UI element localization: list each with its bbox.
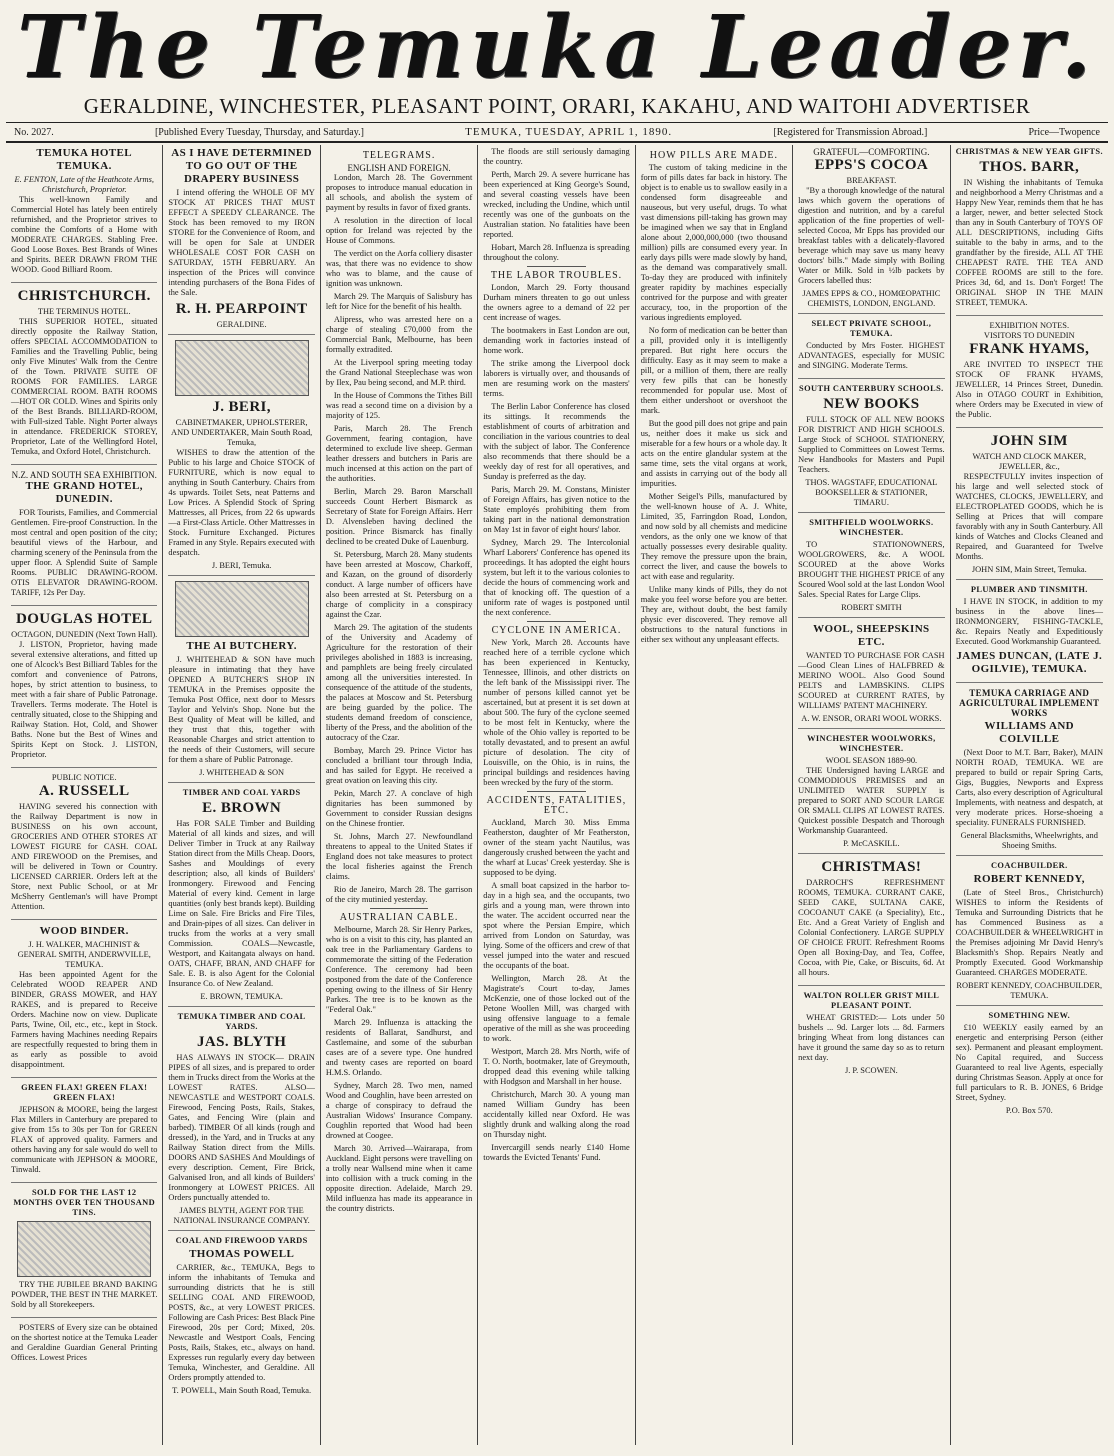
ad-heading: THE AI BUTCHERY. — [186, 640, 297, 652]
section-heading: THE LABOR TROUBLES. — [490, 270, 623, 281]
ad-subheading: WOOL SEASON 1889-90. — [825, 756, 918, 765]
news-paragraph: Alipress, who was arrested here on a charge of stealing £70,000 from the Commercial Bank, Melbourne, has been formally extradited. — [325, 315, 473, 354]
ad-heading: CHRISTMAS! — [821, 859, 922, 875]
elephant-trademark-icon — [17, 1221, 151, 1277]
ad-baking-powder — [11, 1188, 157, 1318]
news-paragraph: No form of medication can be better than a pill, provided only it is intelligently prepared. But right here occurs the difficulty. Easy as it may seem to make a pill, or a million of them, there are really very few pills that can be honestly recommended for popular use. Most of them either undershoot or overshoot the mark. — [640, 326, 788, 415]
column-4 — [478, 145, 635, 1445]
ad-heading: COACHBUILDER. — [990, 861, 1068, 870]
ad-body: WANTED TO PURCHASE FOR CASH—Good Clean Lines of HALFBRED & MERINO WOOL. Also Good Sound PELTS and LAMBSKINS. CLIPS SCOURED at CURRENT RATES, by WILLIAMS' PATENT MACHINERY. — [798, 651, 945, 710]
ad-title: NEW BOOKS — [823, 396, 920, 412]
section-heading: AUSTRALIAN CABLE. — [339, 912, 459, 923]
ad-heading: TEMUKA CARRIAGE AND AGRICULTURAL IMPLEMENT WORKS — [959, 688, 1100, 718]
ad-subheading: J. H. WALKER, MACHINIST & GENERAL SMITH, ANDERWVILLE, TEMUKA. — [17, 940, 151, 969]
ad-heading: GREEN FLAX! GREEN FLAX! GREEN FLAX! — [21, 1083, 148, 1102]
ad-timber-coal-brown — [168, 788, 314, 1007]
ad-title: WILLIAMS AND COLVILLE — [984, 720, 1075, 745]
issue-date: TEMUKA, TUESDAY, APRIL 1, 1890. — [465, 126, 673, 138]
section-heading: CYCLONE IN AMERICA. — [491, 625, 622, 636]
ad-signature: ROBERT KENNEDY, COACHBUILDER, TEMUKA. — [956, 981, 1103, 1000]
ad-place: GERALDINE. — [216, 320, 267, 329]
column-7 — [951, 145, 1108, 1445]
ad-subheading: VISITORS TO DUNEDIN — [983, 331, 1075, 340]
ad-heading: TEMUKA HOTEL TEMUKA. — [36, 147, 132, 172]
ad-heading: DOUGLAS HOTEL — [15, 611, 153, 627]
ad-signature: J. BERI, Temuka. — [211, 561, 272, 570]
ad-walton-mill — [798, 991, 944, 1080]
ad-subheading: CABINETMAKER, UPHOLSTERER, AND UNDERTAKER, Main South Road, Temuka, — [171, 418, 313, 447]
news-paragraph: A resolution in the direction of local option for Ireland was rejected by the House of Commons. — [325, 216, 473, 245]
ad-heading: WOOD BINDER. — [39, 925, 129, 937]
ad-green-flax — [11, 1083, 157, 1183]
divider — [527, 266, 586, 267]
news-paragraph: Perth, March 29. A severe hurricane has been experienced at King George's Sound, and several coasting vessels have been wrecked, including the Undine, which until recently was one of the gunboats on the Australian station. No fatalities have been reported. — [483, 170, 630, 239]
column-5 — [636, 145, 793, 1445]
ad-body: HAVING severed his connection with the Railway Department is now in BUSINESS on his own account, GROCERIES AND OTHER STORES AT LOWEST FIGURE for CASH. COAL AND FIREWOOD on the Premises, and will be delivered in Town or Country. LICENSED CARRIER. Orders left at the Store, next Public School, or at Mr McSherry Gentleman's will have Prompt Attention. — [11, 802, 158, 911]
ad-signature: T. POWELL, Main South Road, Temuka. — [172, 1386, 312, 1395]
ad-heading: PLUMBER AND TINSMITH. — [970, 585, 1088, 594]
column-1 — [6, 145, 163, 1445]
news-paragraph: Pekin, March 27. A conclave of high dignitaries has been summoned by Government to consider Russian designs on the Chinese frontier. — [325, 789, 473, 828]
ad-heading: TEMUKA TIMBER AND COAL YARDS. — [177, 1012, 306, 1031]
ad-body: THE Undersigned having LARGE and COMMODIOUS PREMISES and an UNLIMITED WATER SUPPLY is prepared to SORT AND SCOUR LARGE OR SMALL CLIPS AT LOWEST RATES. Quickest possible Despatch and Thorough Workmanship Guaranteed. — [798, 766, 945, 835]
ad-body: Has FOR SALE Timber and Building Material of all kinds and sizes, and will Deliver Timber in Truck at any Railway Station direct from the Mills Cheap. Doors, Sashes and Mouldings of every description; also, all kinds of Builders' Ironmongery. Firewood and Fencing Material of every kind. Cement in large quantities (only best brands kept). Building Lime on Sale. Fire Bricks and Fire Tiles, and Drain-pipes of all sizes. Can deliver in trucks from the works at a very small Commission. COALS—Newcastle, Westport, and Kaitangata always on hand. OATS, CHAFF, BRAN, AND CHAFF for Sale. E. B. is also Agent for the Colonial Insurance Co. of New Zealand. — [168, 819, 315, 988]
section-heading: HOW PILLS ARE MADE. — [649, 150, 779, 161]
ad-heading: J. BERI, — [212, 399, 271, 415]
ad-winchester-woolworks — [798, 734, 944, 854]
ad-wood-binder — [11, 925, 157, 1078]
issue-number: No. 2027. — [14, 126, 54, 138]
ad-drapery-clearance — [168, 147, 314, 335]
ad-body: J. WHITEHEAD & SON have much pleasure in intimating that they have OPENED A BUTCHER'S SHOP IN TEMUKA in the Premises opposite the Temuka Post Office, next door to Messrs Taylor and Yelvin's Shop. None but the Best Quality of Meat will be killed, and they trust that this, together with Reasonable Charges and strict attention to the needs of their Customers, will secure for them a share of Public Patronage. — [168, 655, 315, 764]
ad-body: (Late of Steel Bros., Christchurch) WISHES to inform the Residents of Temuka and Surrounding Districts that he has Commenced Business as a COACHBUILDER & WHEELWRIGHT in the Premises adjoining Mr David Henry's Blacksmith's Shop. Repairs Neatly and Promptly Executed. Good Workmanship Guaranteed. CHARGES MODERATE. — [955, 888, 1103, 977]
ad-heading: SELECT PRIVATE SCHOOL, TEMUKA. — [811, 319, 932, 338]
newspaper-subtitle: GERALDINE, WINCHESTER, PLEASANT POINT, ORARI, KAKAHU, AND WAITOHI ADVERTISER — [83, 94, 1031, 118]
ad-body: IN Wishing the inhabitants of Temuka and neighborhood a Merry Christmas and a Happy New Year, reminds them that he has a larger, newer, and better selected Stock than any in South Canterbury of TOYS OF ALL DESCRIPTIONS, including Gifts suitable to the baby in arms, and to the grandfather by the fireside, ALL AT THE CHEAPEST RATE. THE TEA AND COFFEE ROOMS are still to the fore. Prices 3d, 6d, and 1s. Don't Forget! The ORIGINAL SHOP IN THE MAIN STREET, TEMUKA. — [955, 178, 1103, 307]
ad-body: THIS SUPERIOR HOTEL, situated directly opposite the Railway Station, offers SPECIAL ACCOMMODATION to Families and the Travelling Public, being only Five Minutes' Walk from the Centre of the Town. PRIVATE SUITE OF ROOMS FOR FAMILIES. LARGE COMMERCIAL ROOM. BATH ROOMS—HOT OR COLD. Wines and Spirits only of the Best Brands. BILLIARD-ROOM, with Full-sized Table. Night Porter always in attendance. FREDERICK STOREY, Proprietor, Late of the Wellingford Hotel, Temuka, and Oxford Hotel, Christchurch. — [11, 317, 158, 456]
ad-signature: R. H. PEARPOINT — [175, 301, 308, 317]
news-paragraph: Unlike many kinds of Pills, they do not make you feel worse before you are better. They are, without doubt, the best family physic ever discovered. They remove all obstructions to the natural functions in either sex without any unpleasant effects. — [640, 585, 788, 644]
ad-epps-cocoa — [798, 147, 944, 314]
section-heading: ACCIDENTS, FATALITIES, ETC. — [486, 795, 627, 816]
ad-body: This well-known Family and Commercial Hotel has lately been entirely refurnished, and the Proprietor strives to combine the Comforts of a Home with MODERATE CHARGES. Stabling Free. Good Loose Boxes. Best Brands of Wines and Spirits. BEER DRAWN FROM THE WOOD. Good Billiard Room. — [11, 195, 158, 274]
ad-signature: P.O. Box 570. — [1005, 1106, 1053, 1115]
ad-body: I intend offering the WHOLE OF MY STOCK AT PRICES THAT MUST EFFECT A SPEEDY CLEARANCE. The Stock has been removed to my IRON STORE for the Convenience of Room, and will be open for Sale at UNDER WHOLESALE COST FOR CASH on SATURDAY, 15TH FEBRUARY. An inspection of the Prices will convince intending purchasers of the Bona Fides of the Sale. — [168, 188, 315, 297]
newspaper-title: The Temuka Leader. — [17, 2, 1097, 94]
registration-note: [Registered for Transmission Abroad.] — [773, 126, 928, 138]
sofa-illustration-icon — [175, 340, 309, 396]
ad-subheading: THE TERMINUS HOTEL. — [37, 307, 131, 316]
news-paragraph: The Berlin Labor Conference has closed its sittings. It recommends the establishment of courts of arbitration and conciliation in the various countries to deal with the subject of labor. The Conference also recommends that there should be a weekly day of rest for all operatives, and Sunday is preferred as the day. — [483, 402, 630, 481]
ad-signature: JAMES BLYTH, AGENT FOR THE NATIONAL INSURANCE COMPANY. — [173, 1206, 310, 1225]
ad-body: WHEAT GRISTED:— Lots under 50 bushels ... 9d. Larger lots ... 8d. Farmers bringing Wheat from long distances can have it ground the same day so as to return next day. — [798, 1013, 945, 1062]
news-paragraph: Auckland, March 30. Miss Emma Featherston, daughter of Mr Featherston, owner of the steam yacht Nautilus, was dangerously crushed between the yacht and the wharf at Lucas' Creek yesterday. She is supposed to be dying. — [483, 818, 630, 877]
ad-body: POSTERS of Every size can be obtained on the shortest notice at the Temuka Leader and Geraldine Guardian General Printing Offices. Lowest Prices — [11, 1323, 158, 1362]
news-paragraph: In the House of Commons the Tithes Bill was read a second time on a division by a majority of 125. — [325, 391, 473, 420]
news-paragraph: The verdict on the Aorfa colliery disaster was, that there was no evidence to show who was to blame, and the cause of ignition was unknown. — [325, 249, 473, 288]
ad-body: I HAVE IN STOCK, in addition to my business in the above lines—IRONMONGERY, FISHING-TACKLE, &c. Repairs Neatly and Expeditiously Executed. Good Workmanship Guaranteed. — [955, 597, 1103, 646]
ad-title: FRANK HYAMS, — [969, 341, 1090, 357]
ad-body: £10 WEEKLY easily earned by an energetic and enterprising Person (either sex). Permanent and pleasant employment. No Capital required, and Success Guaranteed to real live Agents, especially during Christmas Season. Apply at once for full particulars to R. B. JONES, 6 Bridge Street, Sydney. — [955, 1023, 1103, 1102]
ad-body: TRY THE JUBILEE BRAND BAKING POWDER, THE BEST IN THE MARKET. Sold by all Storekeepers. — [11, 1280, 158, 1309]
news-paragraph: Hobart, March 28. Influenza is spreading throughout the colony. — [483, 243, 630, 262]
news-paragraph: Paris, March 28. The French Government, fearing contagion, have determined to exclude live sheep. German leather dressers and butchers in Paris are much incensed at this action on the part of the authorities. — [325, 424, 473, 483]
ad-body: DARROCH'S REFRESHMENT ROOMS, TEMUKA. CURRANT CAKE, SEED CAKE, SULTANA CAKE, COCOANUT CAKE (a Speciality), Etc., Etc. And a Great Variety of English and Colonial Confectionery. LARGE SUPPLY OF CHOICE FRUIT. Refreshment Rooms Open all Boxing-Day, and Tea, Coffee, Cocoa, with Pie, Cake, or Biscuits, 6d. At all hours. — [798, 878, 945, 977]
price: Price—Twopence — [1028, 126, 1100, 138]
news-paragraph: Sydney, March 29. The Intercolonial Wharf Laborers' Conference has opened its proceedings. It has adopted the eight hours system, but left it to the various colonies to decide the hours of commencing work and that of knocking off. The question of a uniform rate of wages is postponed until the next conference. — [483, 538, 630, 617]
news-paragraph: Rio de Janeiro, March 28. The garrison of the city mutinied yesterday. — [325, 885, 473, 904]
dateline — [6, 122, 1108, 143]
ad-signature: General Blacksmiths, Wheelwrights, and Shoeing Smiths. — [960, 831, 1098, 850]
news-paragraph: London, March 28. The Government proposes to introduce manual education in all schools, and abolish the system of payment by results in favor of fixed grants. — [325, 173, 473, 212]
ad-subheading: E. BROWN — [202, 800, 282, 816]
divider — [527, 791, 586, 792]
ad-body: FULL STOCK OF ALL NEW BOOKS FOR DISTRICT AND HIGH SCHOOLS. Large Stock of SCHOOL STATIONERY, Supplied to Committees on Lowest Terms. New Handbooks for Masters and Pupil Teachers. — [798, 415, 945, 474]
news-paragraph: St. Johns, March 27. Newfoundland threatens to appeal to the United States if England does not take measures to protect the local fisheries against the French claims. — [325, 832, 473, 881]
column-3 — [321, 145, 478, 1445]
news-paragraph: March 29. Influenza is attacking the residents of Ballarat, Sandhurst, and Castlemaine, and some of the suburban cases are of a severe type. One hundred and twenty cases are reported on board H.M.S. Orlando. — [325, 1018, 473, 1077]
ad-heading: SOLD FOR THE LAST 12 MONTHS OVER TEN THOUSAND TINS. — [13, 1188, 156, 1217]
section-heading: TELEGRAMS. — [362, 150, 436, 161]
news-paragraph: Berlin, March 29. Baron Marschall succeeds Count Herbert Bismarck as Secretary of State for Foreign Affairs. Herr D. Alvensleben having declined the position. Prince Bismarck has finally declined to be created Duke of Lauenburg. — [325, 487, 473, 546]
ad-subheading: BREAKFAST. — [846, 176, 897, 185]
news-paragraph: Melbourne, March 28. Sir Henry Parkes, who is on a visit to this city, has planted an oak tree in the Parliamentary Gardens to commemorate the sitting of the Federation Conference. The ceremony had been postponed from the date of the Conference opening owing to the illness of Sir Henry Parkes. The tree is to be known as the "Federal Oak." — [325, 925, 473, 1014]
ad-signature: A. W. ENSOR, ORARI WOOL WORKS. — [801, 714, 942, 723]
ad-terminus-hotel — [11, 288, 157, 465]
ad-grand-hotel — [11, 470, 157, 606]
news-paragraph: The strike among the Liverpool dock laborers is virtually over, and thousands of men are resuming work on the masters' terms. — [483, 359, 630, 398]
ad-heading: JOHN SIM — [990, 433, 1068, 449]
ad-heading: TIMBER AND COAL YARDS — [182, 788, 301, 797]
ad-body: FOR Tourists, Families, and Commercial Gentlemen. Fire-proof Construction. In the most central and open position of the city; beautiful views of the Harbour, and charming scenery of the Peninsula from the upper floor. A Splendid Suite of Sample Rooms. PUBLIC DRAWING-ROOM. OTIS ELEVATOR DRAWING-ROOM. TARIFF, 12s Per Day. — [11, 508, 158, 597]
ad-heading: GRATEFUL—COMFORTING. — [813, 147, 930, 157]
ad-heading: CHRISTMAS & NEW YEAR GIFTS. — [955, 147, 1103, 156]
news-paragraph: Invercargill sends nearly £140 Home towards the Evicted Tenants' Fund. — [483, 1143, 630, 1162]
ad-subheading: WATCH AND CLOCK MAKER, JEWELLER, &c., — [972, 452, 1087, 471]
ad-subheading: OCTAGON, DUNEDIN (Next Town Hall). — [11, 630, 158, 639]
ad-body: ARE INVITED TO INSPECT THE STOCK OF FRANK HYAMS, JEWELLER, 14 Princes Street, Dunedin. Also in OTAGO COURT in Exhibition, where Orders may be Executed in view of the Public. — [955, 360, 1103, 419]
ad-frank-hyams — [956, 321, 1103, 428]
ad-heading: AS I HAVE DETERMINED TO GO OUT OF THE DRAPERY BUSINESS — [171, 147, 312, 185]
ad-signature: J. WHITEHEAD & SON — [199, 768, 285, 777]
ad-subheading: A. RUSSELL — [38, 783, 130, 799]
ad-body: JEPHSON & MOORE, being the largest Flax Millers in Canterbury are prepared to give from 15s to 30s per Ton for GREEN FLAX of approved quality. Farmers and others having any for sale would do well to communicate with JEPHSON & MOORE, Tinwald. — [11, 1105, 158, 1174]
ad-subheading: JAS. BLYTH — [196, 1034, 287, 1050]
ad-body: WISHES to draw the attention of the Public to his large and Choice STOCK of FURNITURE, which is now equal to anything in South Canterbury. Chairs from 4s upwards. Toilet Sets, neat Patterns and Low Prices. A Splendid Stock of Spring Mattresses, all Prices, from 22 6s upwards—a First-Class Article. Other Mattresses in Stock. Furniture Exchanged. Pictures Framed in any Style. Repairs executed with despatch. — [168, 448, 315, 557]
news-paragraph: Bombay, March 29. Prince Victor has concluded a brilliant tour through India, and has sailed for Egypt. He received a great ovation on leaving this city. — [325, 746, 473, 785]
ad-new-books — [798, 384, 944, 513]
masthead — [6, 0, 1108, 143]
ad-signature: JAMES DUNCAN, (LATE J. OGILVIE), TEMUKA. — [956, 650, 1103, 675]
news-paragraph: But the good pill does not gripe and pain us, neither does it make us sick and miserable for a few hours or a whole day. It acts on the entire glandular system at the same time, sets the vital organs at work, and assists in carrying out of the body all impurities. — [640, 419, 788, 488]
ad-title: THOS. BARR, — [979, 159, 1080, 175]
ad-john-sim — [956, 433, 1103, 580]
ad-wool-sheepskins — [798, 623, 944, 729]
publication-schedule: [Published Every Tuesday, Thursday, and Saturday.] — [154, 126, 364, 138]
news-paragraph: A small boat capsized in the harbor to-day in a high sea, and the occupants, two girls and a young man, were thrown into the water. The accident occurred near the spot where the Persian Empire, which arrived from London on Saturday, was lying. Some of the officers and crew of that vessel jumped into the water and rescued the occupants of the boat. — [483, 881, 630, 970]
ad-title: ROBERT KENNEDY, — [973, 873, 1085, 885]
section-subheading: ENGLISH AND FOREIGN. — [347, 163, 451, 173]
ad-subheading: THOMAS POWELL — [189, 1248, 295, 1260]
column-6 — [793, 145, 950, 1445]
ad-christmas-darroch — [798, 859, 944, 986]
ad-heading: WALTON ROLLER GRIST MILL PLEASANT POINT. — [803, 991, 940, 1010]
ad-heading: SMITHFIELD WOOLWORKS. WINCHESTER. — [809, 518, 934, 537]
ad-body: Conducted by Mrs Foster. HIGHEST ADVANTAGES, especially for MUSIC and SINGING. Moderate Terms. — [798, 341, 945, 370]
news-paragraph: Mother Seigel's Pills, manufactured by the well-known house of A. J. White, Limited, 35, Farringdon Road, London, and now sold by all chemists and medicine vendors, as the only one we know of that actually possesses every desirable quality. They remove the pressure upon the brain, correct the liver, and cause the bowels to act with ease and regularity. — [640, 492, 788, 581]
columns — [6, 145, 1108, 1445]
ad-heading: N.Z. AND SOUTH SEA EXHIBITION. — [11, 470, 157, 480]
ad-signature: E. BROWN, TEMUKA. — [200, 992, 283, 1001]
ad-powell-yards — [168, 1236, 314, 1400]
ad-body: TO STATIONOWNERS, WOOLGROWERS, &c. A WOOL SCOURED at the above Works BROUGHT THE HIGHEST PRICE of any Scoured Wool sold at the last London Wool Sales. Special Rates for Large Clips. — [798, 540, 945, 599]
news-paragraph: March 30. Arrived—Wairarapa, from Auckland. Eight persons were travelling on a trolly near Wallsend mine when it came into collision with a truck coming in the opposite direction. Adelaide, March 29. Mild influenza has made its appearance in the country districts. — [325, 1144, 473, 1213]
ad-body: HAS ALWAYS IN STOCK— DRAIN PIPES of all sizes, and is prepared to order them in Trucks direct from the Works at the LOWEST RATES. ALSO— NEWCASTLE and WESTPORT COALS. Firewood, Fencing Posts, Rails, Stakes, Gates, and Fencing Wire (plain and barbed). TIMBER Of all kinds (rough and dressed), in the Yard, and in Trucks at any Railway Station direct from the Mills. DOORS AND SASHES And Mouldings of every description. Cement, Fire Brick, Galvanised Iron, and all kinds of Builders' Ironmongery at LOWEST PRICES. All Orders punctually attended to. — [168, 1053, 315, 1202]
ad-heading: SOUTH CANTERBURY SCHOOLS. — [799, 384, 944, 393]
ad-heading: COAL AND FIREWOOD YARDS — [175, 1236, 308, 1245]
ad-body: (Next Door to M.T. Barr, Baker), MAIN NORTH ROAD, TEMUKA. WE are prepared to build or repair Spring Carts, Gigs, Buggies, Newports and Express Carts, also every description of Agricultural Implements, with neatness and despatch, at very moderate prices. Horse-shoeing a speciality. FUNERALS FURNISHED. — [955, 748, 1103, 827]
ad-blyth-yards — [168, 1012, 314, 1231]
news-paragraph: The custom of taking medicine in the form of pills dates far back in history. The object is to enable us to swallow easily in a condensed form disagreeable and nauseous, but very useful, drugs. To what vast dimensions pill-taking has grown may be imagined when we say that in England alone about 2,000,000,000 (two thousand million) pills are consumed every year. In early days pills were made slowly by hand, as the demand was comparatively small. To-day they are produced with infinitely greater rapidity by machines especially contrived for the purpose and with greater accuracy, too, in the proportion of the various ingredients employed. — [640, 163, 788, 322]
news-paragraph: Wellington, March 28. At the Magistrate's Court to-day, James McKenzie, one of those locked out of the Petone Woollen Mill, was charged with using offensive language to a female operative of the mill as she was proceeding to work. — [483, 974, 630, 1043]
ad-title: EPPS'S COCOA — [814, 157, 929, 173]
ad-private-school — [798, 319, 944, 379]
news-paragraph: Westport, March 28. Mrs North, wife of T. O. North, bootmaker, late of Greymouth, dropped dead this evening while talking with Hodgson and Marshall in her house. — [483, 1047, 630, 1086]
ad-body: J. LISTON, Proprietor, having made several extensive alterations, and fitted up one of Alcock's Best Billiard Tables for the comfort and convenience of Patrons, hopes, by strict attention to business, to meet with a fair share of Public Patronage. Travellers. Terms moderate. The Hotel is centrally situated, close to the Shipping and Railway Station. Hot, Cold, and Shower Baths. None but the Best of Wines and Spirits Kept on Stock. J. LISTON, Proprietor. — [11, 640, 158, 759]
news-paragraph: St. Petersburg, March 28. Many students have been arrested at Moscow, Charkoff, and Kazan, on the ground of disorderly conduct. A large number of officers have also been arrested at St. Petersburg on a charge of complicity in a conspiracy against the Czar. — [325, 550, 473, 619]
ad-body: RESPECTFULLY invites inspection of his large and well selected stock of WATCHES, CLOCKS, JEWELLERY, and ELECTROPLATED GOODS, which he is Selling at Prices that will compare favorably with any in South Canterbury. All kinds of Watches and Clocks Cleaned and Repaired, and Guaranteed for Twelve Months. — [955, 472, 1103, 561]
ad-temuka-hotel — [11, 147, 157, 283]
ad-williams-colville — [956, 688, 1103, 856]
ad-heading: CHRISTCHURCH. — [17, 288, 151, 304]
news-paragraph: March 29. The agitation of the students of the University and Academy of Agriculture for the restoration of their privileges abolished in 1883 is increasing, and pamphlets are being freely circulated among all the universities interested. In consequence of the attitude of the students, the palaces at Moscow and St. Petersburg are being guarded by the police. The students demand freedom of conscience, liberty of the Press, and the abolition of the autocracy of the Czar. — [325, 623, 473, 742]
divider — [527, 621, 586, 622]
ad-smithfield-woolworks — [798, 518, 944, 618]
ad-signature: JOHN SIM, Main Street, Temuka. — [971, 565, 1087, 574]
ad-beri-furniture — [168, 340, 314, 576]
news-paragraph: Paris, March 29. M. Constans, Minister of Foreign Affairs, has given notice to the State employés prohibiting them from taking part in the national demonstration on May 1st in favor of eight hours' labor. — [483, 485, 630, 534]
ad-subheading: THE GRAND HOTEL, DUNEDIN. — [25, 480, 143, 505]
ad-robert-kennedy — [956, 861, 1103, 1006]
bull-illustration-icon — [175, 581, 309, 637]
news-paragraph: Sydney, March 28. Two men, named Wood and Coughlin, have been arrested on a charge of conspiracy to defraud the Australian Widows' Insurance Company. Coughlin reported that Wood had been drowned at Coogee. — [325, 1081, 473, 1140]
ad-signature: P. McCASKILL. — [843, 839, 900, 848]
ad-signature: J. P. SCOWEN. — [844, 1066, 898, 1075]
news-paragraph: Christchurch, March 30. A young man named William Gundry has been accidentally killed near Oxford. He was slightly drunk and walking along the road on Thursday night. — [483, 1090, 630, 1139]
ad-ai-butchery — [168, 581, 314, 783]
ad-body: CARRIER, &c., TEMUKA, Begs to inform the inhabitants of Temuka and surrounding districts that he is still SELLING COAL AND FIREWOOD, POSTS, &c., at very LOWEST PRICES. Following are Cash Prices: Best Black Pine Firewood, 20s per Cord; Mixed, 20s. Newcastle and Westport Coals, Fencing Posts, Rails, Stakes, etc., always on hand. Expresses run regularly every day between Temuka, Winchester, and Geraldine. All Orders promptly attended to. — [168, 1263, 315, 1382]
ad-plumber-tinsmith — [956, 585, 1103, 683]
ad-heading: EXHIBITION NOTES. — [989, 321, 1070, 330]
news-paragraph: The bootmakers in East London are out, demanding work in factories instead of home work. — [483, 326, 630, 355]
ad-posters — [11, 1323, 157, 1370]
ad-subheading: E. FENTON, Late of the Heathcote Arms, Christchurch, Proprietor. — [14, 175, 154, 194]
news-paragraph: The floods are still seriously damaging the country. — [483, 147, 630, 166]
news-paragraph: New York, March 28. Accounts have reached here of a terrible cyclone which has been experienced in Kentucky, Tennessee, Illinois, and other districts on the left bank of the Mississippi river. The number of persons killed cannot yet be ascertained, but at present it is set down at about 500. The fury of the cyclone seemed to be most felt in Kentucky, where the whole of the Ohio valley is reported to be totally devastated, and to present an awful picture of desolation. The city of Louisville, on the Ohio, is in ruins, the principal buildings and residences having been wrecked by the fury of the storm. — [483, 638, 630, 787]
news-paragraph: At the Liverpool spring meeting today the Grand National Steeplechase was won by Ilex, Pau being second, and M.P. third. — [325, 358, 473, 387]
ad-heading: SOMETHING NEW. — [988, 1011, 1071, 1020]
ad-russell — [11, 773, 157, 920]
ad-something-new — [956, 1011, 1103, 1120]
ad-signature: ROBERT SMITH — [841, 603, 902, 612]
ad-douglas-hotel — [11, 611, 157, 768]
divider — [370, 908, 429, 909]
news-paragraph: London, March 29. Forty thousand Durham miners threaten to go out unless the owners agree to a demand of 22 per cent increase of wages. — [483, 283, 630, 322]
ad-thos-barr — [956, 147, 1103, 316]
ad-signature: JAMES EPPS & CO., HOMŒOPATHIC CHEMISTS, LONDON, ENGLAND. — [802, 289, 941, 308]
ad-body: "By a thorough knowledge of the natural laws which govern the operations of digestion and nutrition, and by a careful application of the fine properties of well-selected Cocoa, Mr Epps has provided our breakfast tables with a delicately-flavored beverage which may save us many heavy doctors' bills." Made simply with Boiling Water or Milk. Sold in ½lb packets by Grocers labelled thus: — [798, 186, 945, 285]
ad-body: Has been appointed Agent for the Celebrated WOOD REAPER AND BINDER, GRASS MOWER, and HAY RAKES, and is prepared to Receive Orders. Machine now on view. Duplicate Parts, Twine, Oil, etc., etc., kept in Stock. Farmers having Machines needing Repairs are respectfully requested to bring them in as early as possible to avoid disappointment. — [11, 970, 158, 1069]
ad-heading: WINCHESTER WOOLWORKS, WINCHESTER. — [807, 734, 936, 753]
ad-heading: PUBLIC NOTICE. — [51, 773, 117, 782]
column-2 — [163, 145, 320, 1445]
news-paragraph: March 29. The Marquis of Salisbury has left for Nice for the benefit of his health. — [325, 292, 473, 311]
ad-heading: WOOL, SHEEPSKINS ETC. — [813, 623, 930, 648]
ad-signature: THOS. WAGSTAFF, EDUCATIONAL BOOKSELLER & STATIONER, TIMARU. — [805, 478, 938, 507]
